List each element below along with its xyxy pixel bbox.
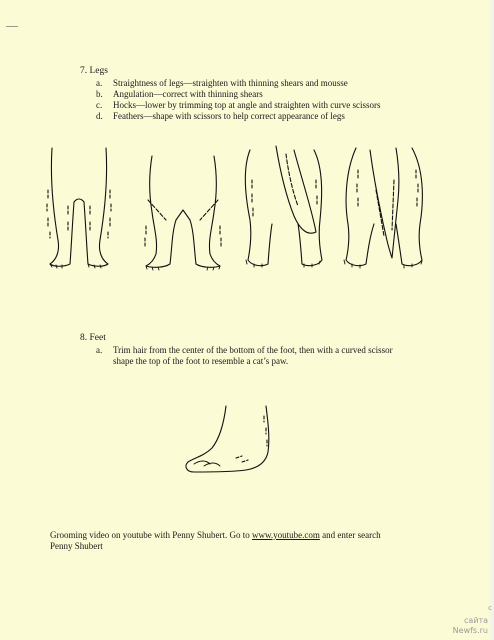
scan-edge-mark [6, 26, 18, 27]
legs-item-d-text: Feathers—shape with scissors to help correct appearance of legs [113, 111, 345, 121]
leg-figure-angulation [145, 156, 221, 270]
watermark-line-2: Newfs.ru [452, 626, 488, 635]
section-legs-title: 7. Legs [80, 66, 108, 76]
feet-item-a-line2: shape the top of the foot to resemble a cat’s paw. [113, 356, 289, 366]
legs-item-b-letter: b. [96, 89, 103, 99]
watermark-mark: c [488, 604, 492, 612]
footer-line-2: Penny Shubert [50, 541, 103, 551]
feet-item-a-letter: a. [96, 345, 103, 355]
legs-item-c [96, 100, 380, 110]
legs-item-a-letter: a. [96, 78, 103, 88]
legs-item-c-letter: c. [96, 100, 103, 110]
footer-note [50, 530, 440, 552]
legs-item-a [96, 78, 348, 88]
footer-text-1: Grooming video on youtube with Penny Shubert. Go to [50, 530, 252, 540]
site-watermark [453, 616, 488, 636]
footer-text-2: and enter search [319, 530, 381, 540]
leg-figure-straight [47, 148, 111, 268]
scan-right-edge [488, 0, 494, 640]
section-feet-title: 8. Feet [80, 333, 106, 343]
youtube-link[interactable]: www.youtube.com [252, 530, 320, 540]
feet-item-a-line1: Trim hair from the center of the bottom of the foot, then with a curved scissor [113, 345, 393, 355]
footer-line-1 [50, 530, 440, 541]
feet-item-a-continued [113, 356, 288, 366]
legs-item-b-text: Angulation—correct with thinning shears [113, 89, 263, 99]
leg-figure-feathers [344, 148, 422, 268]
watermark-line-1: сайта [463, 616, 488, 625]
legs-item-b [96, 89, 263, 99]
legs-item-a-text: Straightness of legs—straighten with thinning shears and mousse [113, 78, 348, 88]
legs-item-d-letter: d. [96, 111, 103, 121]
leg-figure-hocks [245, 146, 322, 267]
feet-item-a [96, 345, 393, 355]
legs-item-d [96, 111, 345, 121]
legs-item-c-text: Hocks—lower by trimming top at angle and straighten with curve scissors [113, 100, 381, 110]
foot-illustration [180, 402, 280, 478]
legs-illustration [40, 140, 450, 280]
